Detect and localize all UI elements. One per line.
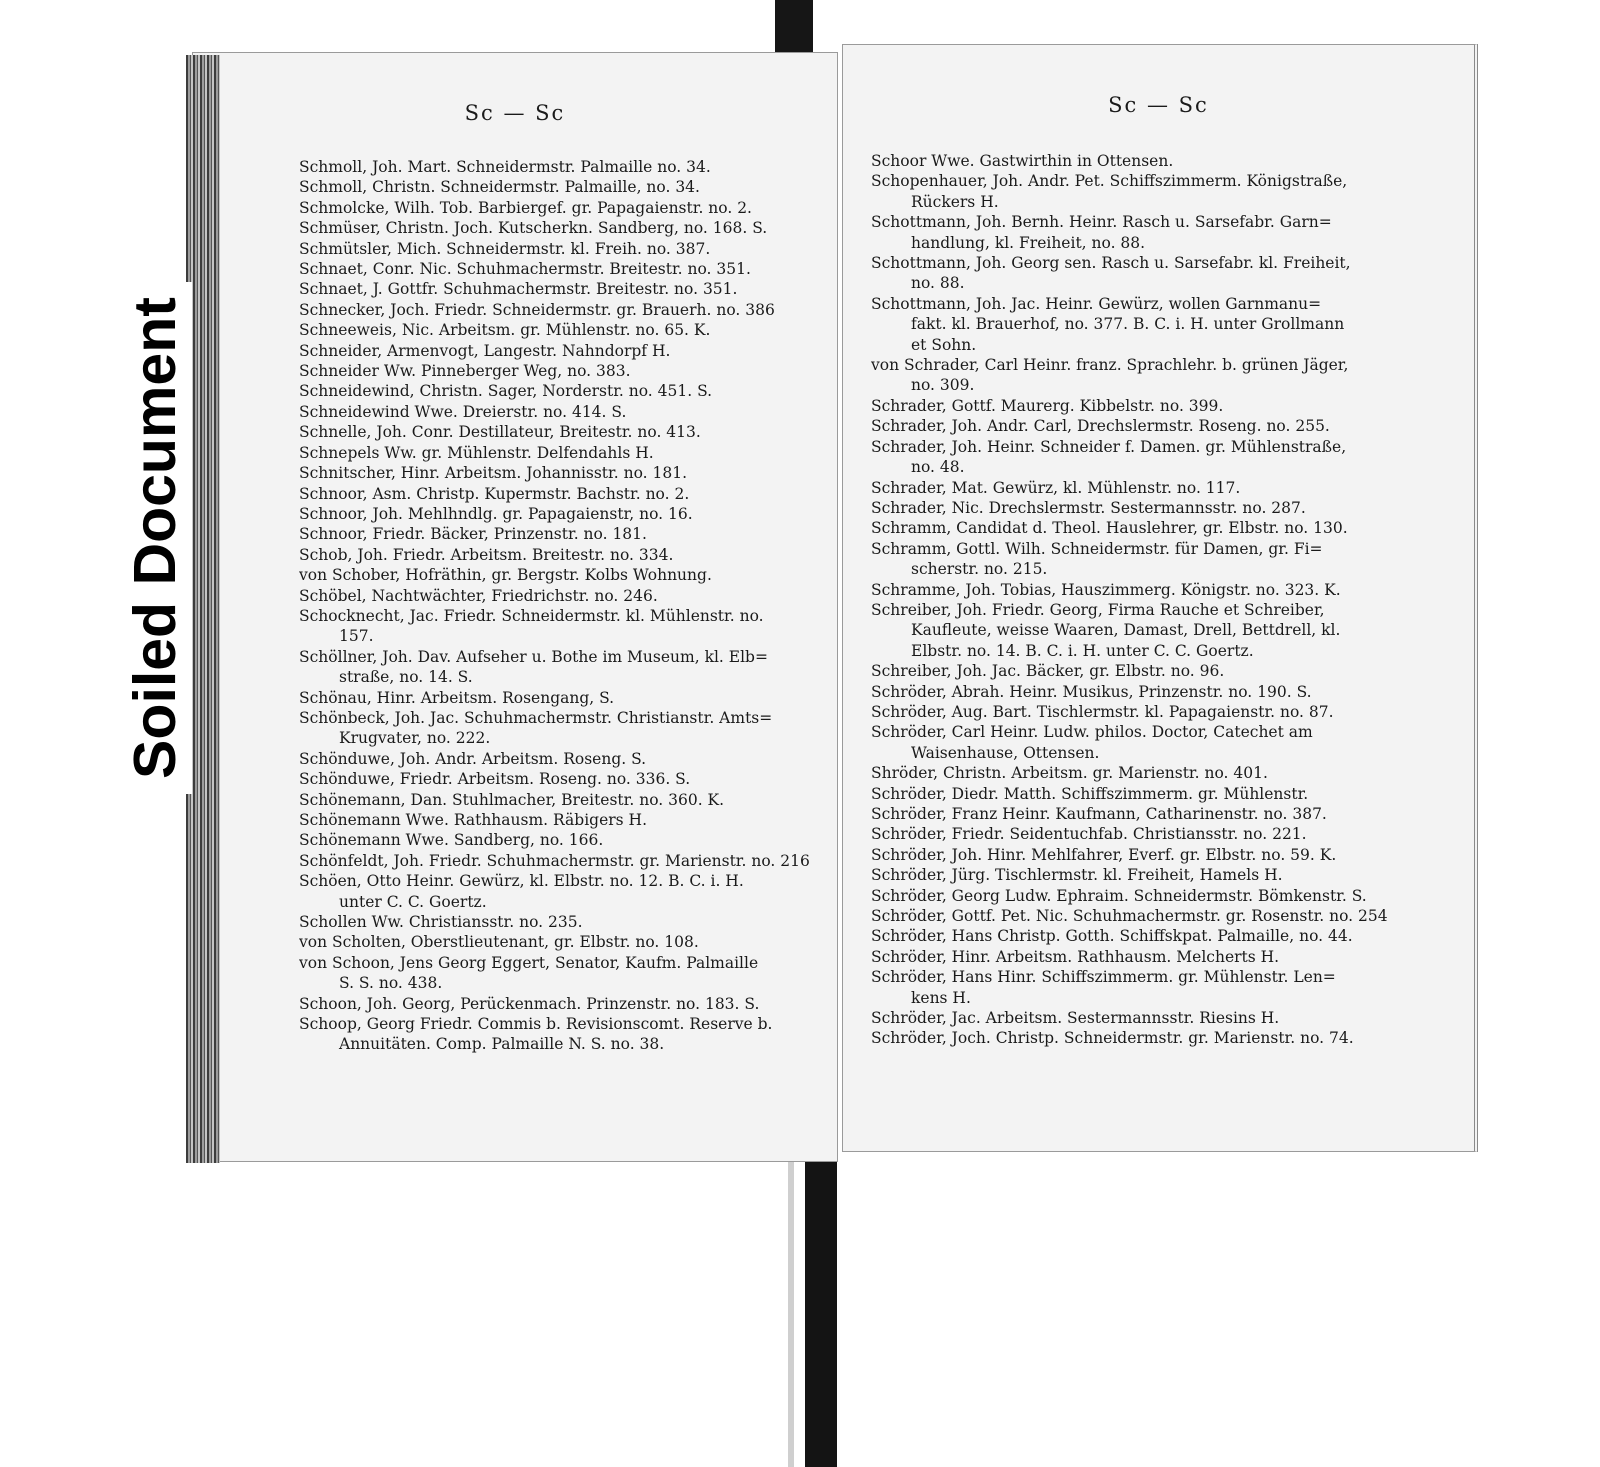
directory-entry [299,994,821,1014]
directory-entry [299,463,821,483]
entry-line: Schnaet, Conr. Nic. Schuhmachermstr. Breitestr. no. 351. [299,260,751,279]
entry-line: Schrader, Joh. Heinr. Schneider f. Damen. gr. Mühlenstraße, [871,437,1347,456]
directory-entry [871,355,1462,396]
entry-line: Schöen, Otto Heinr. Gewürz, kl. Elbstr. no. 12. B. C. i. H. [299,872,744,891]
entry-line: Schneidewind, Christn. Sager, Norderstr. no. 451. S. [299,382,713,401]
entry-line: Schramm, Candidat d. Theol. Hauslehrer, gr. Elbstr. no. 130. [871,519,1348,538]
entry-continuation: Krugvater, no. 222. [339,729,491,748]
directory-entry [299,1014,821,1055]
entry-line: Schröder, Diedr. Matth. Schiffszimmerm. gr. Mühlenstr. [871,784,1309,803]
entry-line: Schönemann Wwe. Rathhausm. Räbigers H. [299,811,647,829]
directory-entry [299,953,821,994]
entry-line: Schrader, Joh. Andr. Carl, Drechslermstr. Roseng. no. 255. [871,417,1330,436]
entry-continuation: et Sohn. [911,335,977,354]
entry-line: Schramme, Joh. Tobias, Hauszimmerg. Königstr. no. 323. K. [871,580,1341,599]
entry-continuation: no. 48. [911,458,965,477]
entry-line: Schröder, Georg Ludw. Ephraim. Schneidermstr. Bömkenstr. S. [871,886,1367,905]
entry-line: Schmüser, Christn. Joch. Kutscherkn. Sandberg, no. 168. S. [299,219,768,238]
entry-line: Schröder, Jürg. Tischlermstr. kl. Freiheit, Hamels H. [871,866,1283,885]
entry-line: Schoon, Joh. Georg, Perückenmach. Prinzenstr. no. 183. S. [299,994,760,1013]
directory-entry [299,279,821,299]
entry-continuation: no. 309. [911,376,975,395]
entry-line: Schmütsler, Mich. Schneidermstr. kl. Freih. no. 387. [299,239,711,258]
entry-line: Schröder, Hans Hinr. Schiffszimmerm. gr. Mühlenstr. Len= [871,968,1336,987]
directory-entry [299,688,821,708]
directory-entry [299,545,821,565]
directory-entry [871,416,1462,436]
entry-line: Schnitscher, Hinr. Arbeitsm. Johannisstr. no. 181. [299,464,688,483]
entry-line: Schmoll, Joh. Mart. Schneidermstr. Palmaille no. 34. [299,158,711,176]
entry-continuation: Elbstr. no. 14. B. C. i. H. unter C. C. Goertz. [911,641,1254,660]
entry-line: Schneider Ww. Pinneberger Weg, no. 383. [299,362,631,381]
entry-line: Schopenhauer, Joh. Andr. Pet. Schiffszimmerm. Königstraße, [871,172,1348,191]
entry-continuation: fakt. kl. Brauerhof, no. 377. B. C. i. H. unter Grollmann [911,315,1345,334]
directory-entry [299,565,821,585]
entry-line: von Schoon, Jens Georg Eggert, Senator, Kaufm. Palmaille [299,953,759,972]
spine-bottom [805,1145,837,1467]
directory-entry [871,437,1462,478]
directory-entry [871,396,1462,416]
spine-top [775,0,813,52]
directory-entry [871,498,1462,518]
directory-entry [299,749,821,769]
entry-line: Schrader, Mat. Gewürz, kl. Mühlenstr. no. 117. [871,478,1241,497]
directory-entry [871,784,1462,804]
entry-line: Schnoor, Asm. Christp. Kupermstr. Bachstr. no. 2. [299,484,690,503]
directory-entry [299,198,821,218]
directory-entry [299,790,821,810]
left-page [192,52,838,1162]
directory-entry [871,886,1462,906]
directory-entry [871,804,1462,824]
entry-continuation: handlung, kl. Freiheit, no. 88. [911,233,1146,252]
entry-list [299,157,821,1055]
directory-entry [299,239,821,259]
entry-line: Schröder, Abrah. Heinr. Musikus, Prinzenstr. no. 190. S. [871,682,1312,701]
directory-entry [299,851,821,871]
directory-entry [871,926,1462,946]
directory-entry [299,157,821,177]
directory-entry [299,932,821,952]
entry-continuation: Waisenhause, Ottensen. [911,743,1100,762]
entry-line: Schöbel, Nachtwächter, Friedrichstr. no. 246. [299,586,658,605]
entry-line: Schocknecht, Jac. Friedr. Schneidermstr. kl. Mühlenstr. no. [299,606,764,625]
entry-line: Schnaet, J. Gottfr. Schuhmachermstr. Breitestr. no. 351. [299,280,738,299]
spine-edge [788,1145,794,1467]
entry-line: Schoop, Georg Friedr. Commis b. Revisionscomt. Reserve b. [299,1015,773,1034]
directory-entry [299,361,821,381]
entry-line: Schönfeldt, Joh. Friedr. Schuhmachermstr. gr. Marienstr. no. 216 [299,851,810,870]
entry-list [871,151,1462,1049]
directory-entry [871,702,1462,722]
directory-entry [871,1028,1462,1048]
entry-line: Schob, Joh. Friedr. Arbeitsm. Breitestr. no. 334. [299,545,674,564]
entry-line: Schollen Ww. Christiansstr. no. 235. [299,913,583,932]
directory-entry [299,769,821,789]
entry-line: Schneeweis, Nic. Arbeitsm. gr. Mühlenstr. no. 65. K. [299,321,711,340]
directory-entry [299,341,821,361]
directory-entry [299,300,821,320]
soiled-document-label: Soiled Document [122,297,188,779]
directory-entry [299,177,821,197]
directory-entry [871,845,1462,865]
directory-entry [871,722,1462,763]
entry-line: Schönau, Hinr. Arbeitsm. Rosengang, S. [299,688,615,707]
directory-entry [871,824,1462,844]
entry-continuation: no. 88. [911,274,965,293]
entry-line: Schramm, Gottl. Wilh. Schneidermstr. für Damen, gr. Fi= [871,539,1323,558]
directory-entry [299,810,821,830]
directory-entry [299,218,821,238]
entry-line: Schönemann, Dan. Stuhlmacher, Breitestr. no. 360. K. [299,790,725,809]
directory-entry [299,586,821,606]
directory-entry [299,381,821,401]
directory-entry [299,504,821,524]
entry-line: Schröder, Hinr. Arbeitsm. Rathhausm. Melcherts H. [871,947,1280,966]
entry-continuation: scherstr. no. 215. [911,560,1048,579]
directory-entry [871,580,1462,600]
entry-line: Schöllner, Joh. Dav. Aufseher u. Bothe im Museum, kl. Elb= [299,647,768,666]
entry-line: Schnepels Ww. gr. Mühlenstr. Delfendahls H. [299,443,654,462]
entry-line: Schrader, Nic. Drechslermstr. Sestermannsstr. no. 287. [871,498,1306,517]
entry-line: Schottmann, Joh. Jac. Heinr. Gewürz, wollen Garnmanu= [871,294,1322,313]
entry-line: Schottmann, Joh. Bernh. Heinr. Rasch u. Sarsefabr. Garn= [871,213,1332,232]
entry-line: Schnecker, Joch. Friedr. Schneidermstr. gr. Brauerh. no. 386 [299,300,775,319]
directory-entry [871,539,1462,580]
entry-line: Schönduwe, Joh. Andr. Arbeitsm. Roseng. S. [299,749,647,768]
directory-entry [871,294,1462,355]
entry-continuation: Rückers H. [911,192,999,211]
entry-line: Schnelle, Joh. Conr. Destillateur, Breitestr. no. 413. [299,423,701,442]
directory-entry [299,524,821,544]
entry-line: Schmoll, Christn. Schneidermstr. Palmaille, no. 34. [299,178,700,197]
directory-entry [871,947,1462,967]
entry-continuation: unter C. C. Goertz. [339,892,487,911]
entry-continuation: kens H. [911,988,971,1007]
entry-line: Schröder, Aug. Bart. Tischlermstr. kl. Papagaienstr. no. 87. [871,702,1334,721]
directory-entry [299,912,821,932]
entry-line: Schreiber, Joh. Friedr. Georg, Firma Rauche et Schreiber, [871,600,1325,619]
entry-continuation: Annuitäten. Comp. Palmaille N. S. no. 38. [339,1035,665,1054]
entry-line: Schröder, Jac. Arbeitsm. Sestermannsstr. Riesins H. [871,1009,1280,1028]
entry-line: Schmolcke, Wilh. Tob. Barbiergef. gr. Papagaienstr. no. 2. [299,198,752,217]
directory-entry [299,871,821,912]
entry-line: von Scholten, Oberstlieutenant, gr. Elbstr. no. 108. [299,933,699,952]
entry-line: Schönbeck, Joh. Jac. Schuhmachermstr. Christianstr. Amts= [299,708,773,727]
directory-entry [299,830,821,850]
directory-entry [299,443,821,463]
entry-continuation: straße, no. 14. S. [339,668,473,687]
entry-line: Schröder, Friedr. Seidentuchfab. Christiansstr. no. 221. [871,825,1307,844]
directory-entry [871,682,1462,702]
directory-entry [871,1008,1462,1028]
directory-entry [299,402,821,422]
entry-line: Schneider, Armenvogt, Langestr. Nahndorpf H. [299,341,671,360]
directory-entry [871,212,1462,253]
entry-line: von Schober, Hofräthin, gr. Bergstr. Kolbs Wohnung. [299,566,712,585]
directory-entry [299,320,821,340]
running-head: Sc — Sc [464,101,566,125]
directory-entry [871,865,1462,885]
directory-entry [871,661,1462,681]
directory-entry [871,171,1462,212]
right-page [842,44,1478,1152]
entry-line: Schröder, Hans Christp. Gotth. Schiffskpat. Palmaille, no. 44. [871,927,1353,946]
entry-line: von Schrader, Carl Heinr. franz. Sprachlehr. b. grünen Jäger, [871,356,1349,375]
entry-line: Schröder, Joh. Hinr. Mehlfahrer, Everf. gr. Elbstr. no. 59. K. [871,845,1337,864]
entry-line: Schreiber, Joh. Jac. Bäcker, gr. Elbstr. no. 96. [871,662,1225,681]
directory-entry [871,763,1462,783]
entry-line: Schröder, Joch. Christp. Schneidermstr. gr. Marienstr. no. 74. [871,1029,1354,1048]
directory-entry [871,906,1462,926]
entry-line: Shröder, Christn. Arbeitsm. gr. Marienstr. no. 401. [871,764,1268,783]
entry-line: Schröder, Franz Heinr. Kaufmann, Catharinenstr. no. 387. [871,805,1327,823]
directory-entry [299,259,821,279]
entry-continuation: S. S. no. 438. [339,974,443,993]
entry-line: Schnoor, Joh. Mehlhndlg. gr. Papagaienstr, no. 16. [299,504,693,523]
entry-line: Schrader, Gottf. Maurerg. Kibbelstr. no. 399. [871,396,1224,415]
entry-continuation: Kaufleute, weisse Waaren, Damast, Drell, Bettdrell, kl. [911,621,1341,640]
entry-line: Schönemann Wwe. Sandberg, no. 166. [299,831,604,850]
directory-entry [871,518,1462,538]
directory-entry [299,422,821,442]
entry-line: Schottmann, Joh. Georg sen. Rasch u. Sarsefabr. kl. Freiheit, [871,254,1351,273]
directory-entry [871,253,1462,294]
directory-entry [871,478,1462,498]
directory-entry [871,600,1462,661]
directory-entry [299,708,821,749]
entry-line: Schnoor, Friedr. Bäcker, Prinzenstr. no. 181. [299,525,647,544]
directory-entry [871,151,1462,171]
entry-continuation: 157. [339,627,374,646]
entry-line: Schröder, Gottf. Pet. Nic. Schuhmachermstr. gr. Rosenstr. no. 254 [871,907,1388,926]
directory-entry [299,606,821,647]
running-head: Sc — Sc [1108,93,1209,117]
entry-line: Schoor Wwe. Gastwirthin in Ottensen. [871,152,1174,170]
directory-entry [299,484,821,504]
directory-entry [299,647,821,688]
entry-line: Schneidewind Wwe. Dreierstr. no. 414. S. [299,402,627,421]
directory-entry [871,967,1462,1008]
entry-line: Schröder, Carl Heinr. Ludw. philos. Doctor, Catechet am [871,723,1313,742]
entry-line: Schönduwe, Friedr. Arbeitsm. Roseng. no. 336. S. [299,770,691,789]
